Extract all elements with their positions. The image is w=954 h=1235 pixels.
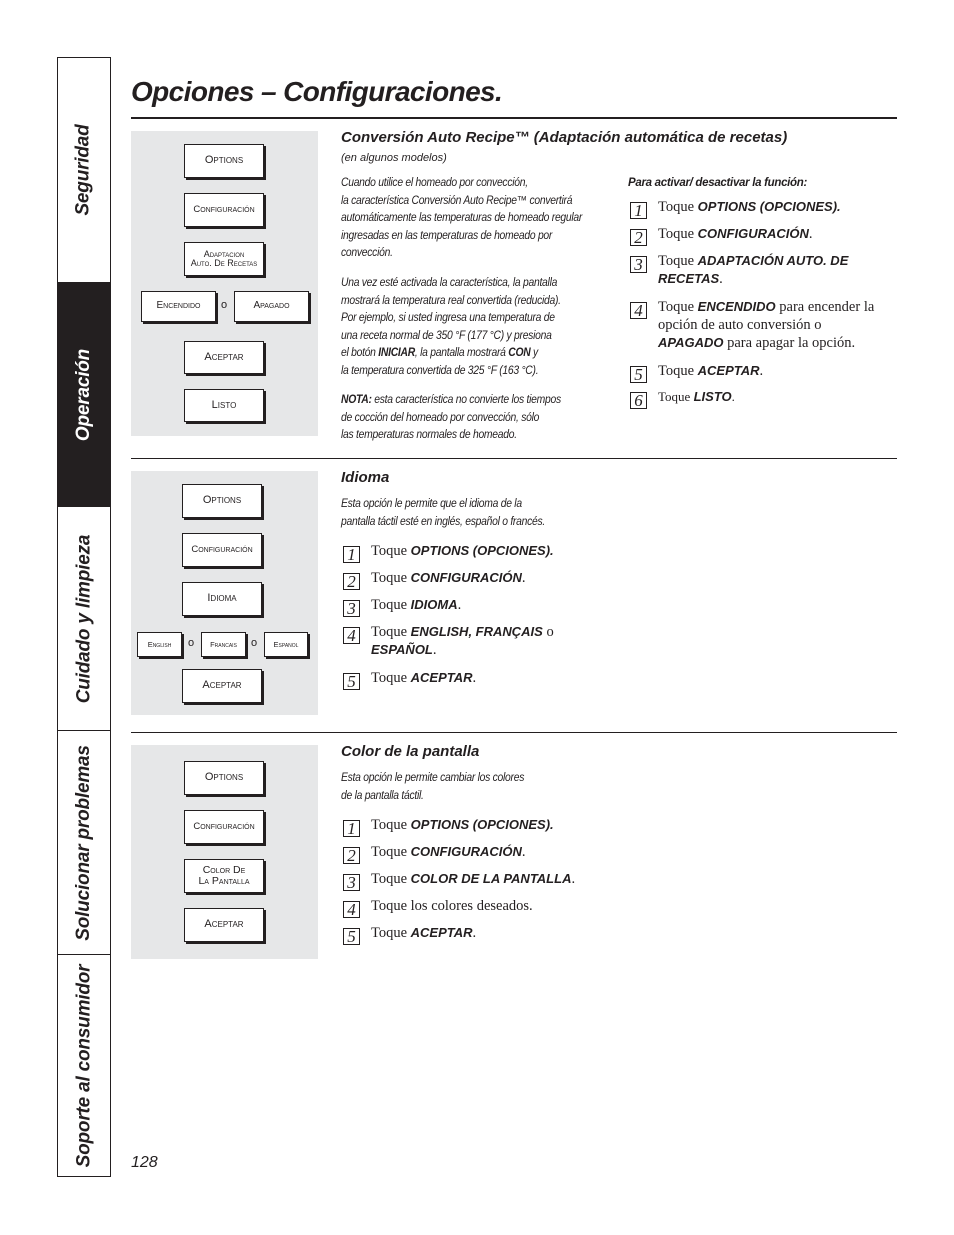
text-run: . bbox=[571, 871, 576, 887]
text-run: . bbox=[521, 844, 526, 860]
step-item bbox=[343, 669, 583, 690]
text-line: ingresadas en las temperaturas de homeado por bbox=[341, 229, 553, 242]
text-run: Toque bbox=[371, 597, 411, 613]
text-run: , la pantalla mostrará bbox=[414, 347, 509, 360]
text-run: . bbox=[521, 570, 526, 586]
keyword: OPTIONS (OPCIONES). bbox=[697, 199, 841, 214]
step-item bbox=[343, 623, 573, 659]
idioma-description bbox=[341, 496, 611, 531]
step-item bbox=[630, 198, 870, 219]
step-item bbox=[343, 596, 583, 617]
options-button[interactable]: Options bbox=[184, 144, 264, 178]
step-text bbox=[371, 596, 461, 614]
text-run: Toque bbox=[658, 199, 698, 215]
step-text bbox=[658, 362, 763, 380]
text-line: automáticamente las temperaturas de homeado regular bbox=[341, 212, 583, 225]
keyword: CONFIGURACIÓN bbox=[410, 844, 522, 859]
text-line: Esta opción le permite cambiar los colores bbox=[341, 772, 525, 784]
color-heading: Color de la pantalla bbox=[341, 743, 480, 760]
or-label: o bbox=[221, 299, 228, 311]
step-item bbox=[630, 388, 870, 409]
keyword: OPTIONS (OPCIONES). bbox=[410, 543, 554, 558]
color-pantalla-button[interactable] bbox=[184, 859, 264, 893]
text-run: y bbox=[530, 347, 538, 360]
step-text bbox=[371, 816, 554, 834]
iniciar-keyword: INICIAR bbox=[378, 347, 415, 360]
step-text bbox=[371, 569, 526, 587]
text-line: Esta opción le permite que el idioma de la bbox=[341, 498, 522, 510]
step-item bbox=[343, 816, 583, 837]
step-item bbox=[343, 897, 583, 918]
step-number: 5 bbox=[343, 673, 360, 690]
text-run: para apagar la opción. bbox=[723, 335, 856, 351]
page-number: 128 bbox=[131, 1154, 158, 1171]
text-line: convección. bbox=[341, 247, 393, 260]
espanol-button[interactable]: Espanol bbox=[264, 632, 308, 657]
step-item bbox=[630, 225, 870, 246]
keyword: LISTO bbox=[693, 389, 732, 404]
section-divider bbox=[131, 732, 897, 733]
step-text bbox=[658, 225, 813, 243]
step-text bbox=[371, 623, 573, 659]
apagado-button[interactable]: Apagado bbox=[234, 291, 309, 322]
step-text bbox=[371, 897, 533, 915]
step-number: 2 bbox=[343, 573, 360, 590]
step-number: 4 bbox=[343, 627, 360, 644]
text-run: Toque bbox=[371, 925, 411, 941]
section-divider bbox=[131, 458, 897, 459]
text-run: Toque bbox=[371, 543, 411, 559]
configuracion-button[interactable]: Configuración bbox=[184, 810, 264, 844]
note-label: NOTA: bbox=[341, 394, 372, 406]
text-line bbox=[341, 345, 589, 363]
text-run: Toque bbox=[371, 871, 411, 887]
tab-solucionar-problemas[interactable] bbox=[58, 730, 110, 954]
keyword: OPTIONS (OPCIONES). bbox=[410, 817, 554, 832]
keyword: COLOR DE LA PANTALLA bbox=[410, 871, 572, 886]
tab-seguridad[interactable] bbox=[58, 58, 110, 282]
step-text bbox=[658, 198, 841, 216]
button-line: Auto. De Recetas bbox=[190, 258, 258, 268]
or-label: o bbox=[188, 637, 195, 649]
step-text bbox=[658, 388, 735, 406]
text-run: . bbox=[457, 597, 462, 613]
adaptacion-auto-recetas-button[interactable] bbox=[184, 242, 264, 276]
step-text bbox=[371, 843, 526, 861]
text-run: Toque bbox=[658, 299, 698, 315]
configuracion-button[interactable]: Configuración bbox=[182, 533, 262, 567]
step-number: 1 bbox=[630, 202, 647, 219]
auto-recipe-heading: Conversión Auto Recipe™ (Adaptación automática de recetas) bbox=[341, 129, 788, 146]
title-rule bbox=[131, 117, 897, 119]
step-number: 2 bbox=[343, 847, 360, 864]
english-button[interactable]: English bbox=[137, 632, 182, 657]
keyword: CONFIGURACIÓN bbox=[697, 226, 809, 241]
idioma-button-panel bbox=[131, 471, 318, 715]
keyword: APAGADO bbox=[658, 335, 724, 350]
step-text bbox=[371, 669, 476, 687]
step-item bbox=[343, 924, 583, 945]
step-item bbox=[343, 569, 583, 590]
keyword: CONFIGURACIÓN bbox=[410, 570, 522, 585]
text-run: Toque bbox=[371, 570, 411, 586]
text-run: para encender la opción de auto conversión o bbox=[658, 299, 875, 333]
auto-recipe-intro bbox=[341, 175, 589, 263]
idioma-heading: Idioma bbox=[341, 469, 390, 486]
text-run: Toque bbox=[371, 670, 411, 686]
tab-label: Soporte al consumidor bbox=[73, 964, 94, 1167]
step-number: 2 bbox=[630, 229, 647, 246]
keyword: ACEPTAR bbox=[697, 363, 760, 378]
keyword: ENGLISH, FRANÇAIS bbox=[410, 624, 543, 639]
configuracion-button[interactable]: Configuración bbox=[184, 193, 264, 227]
keyword: ENCENDIDO bbox=[697, 299, 776, 314]
tab-soporte-al-consumidor[interactable] bbox=[58, 954, 110, 1176]
text-run: . bbox=[759, 363, 764, 379]
text-run: . bbox=[472, 925, 477, 941]
step-item bbox=[630, 362, 870, 383]
text-line: la temperatura convertida de 325 °F (163 °C). bbox=[341, 364, 539, 377]
button-line: Adaptacion bbox=[203, 248, 245, 259]
text-run: Toque bbox=[658, 363, 698, 379]
step-number: 4 bbox=[630, 302, 647, 319]
text-run: . bbox=[472, 670, 477, 686]
aceptar-button[interactable]: Aceptar bbox=[182, 669, 262, 703]
encendido-button[interactable]: Encendido bbox=[141, 291, 216, 322]
button-line: La Pantalla bbox=[198, 875, 250, 887]
auto-recipe-example bbox=[341, 275, 589, 381]
text-run: Toque bbox=[371, 817, 411, 833]
step-number: 5 bbox=[630, 366, 647, 383]
step-text bbox=[371, 870, 575, 888]
text-line bbox=[341, 392, 589, 410]
step-number: 3 bbox=[630, 256, 647, 273]
options-button[interactable]: Options bbox=[184, 761, 264, 795]
text-run: Toque bbox=[658, 389, 694, 404]
step-item bbox=[343, 843, 583, 864]
keyword: ACEPTAR bbox=[410, 670, 473, 685]
page-title: Opciones – Configuraciones. bbox=[131, 76, 503, 107]
text-run: . bbox=[731, 389, 735, 404]
section-sidebar bbox=[57, 57, 111, 1177]
keyword: ESPAÑOL bbox=[371, 642, 433, 657]
text-line: pantalla táctil esté en inglés, español o francés. bbox=[341, 515, 545, 528]
text-line: de la pantalla táctil. bbox=[341, 789, 424, 802]
text-run: Toque bbox=[658, 253, 698, 269]
aceptar-button[interactable]: Aceptar bbox=[184, 341, 264, 374]
auto-recipe-subheading: (en algunos modelos) bbox=[341, 152, 447, 164]
keyword: ACEPTAR bbox=[410, 925, 473, 940]
step-text bbox=[658, 298, 880, 352]
text-run: el botón bbox=[341, 347, 379, 360]
step-number: 5 bbox=[343, 928, 360, 945]
step-item bbox=[630, 252, 860, 288]
step-number: 1 bbox=[343, 820, 360, 837]
text-line: Cuando utilice el homeado por convección, bbox=[341, 177, 528, 189]
text-line: una receta normal de 350 °F (177 °C) y presiona bbox=[341, 329, 552, 342]
tab-operacion[interactable] bbox=[58, 282, 110, 506]
text-run: Toque bbox=[371, 624, 411, 640]
francais-button[interactable]: Francais bbox=[201, 632, 246, 657]
idioma-button[interactable]: Idioma bbox=[182, 582, 262, 616]
listo-button[interactable]: Listo bbox=[184, 389, 264, 422]
button-line: Color De bbox=[202, 863, 246, 876]
step-item bbox=[630, 298, 880, 352]
step-number: 3 bbox=[343, 600, 360, 617]
auto-recipe-button-panel bbox=[131, 131, 318, 436]
tab-label: Cuidado y limpieza bbox=[73, 534, 94, 703]
text-line: de cocción del horneado por convección, sólo bbox=[341, 411, 540, 424]
text-run: . bbox=[432, 642, 437, 658]
text-line: Una vez esté activada la característica, la pantalla bbox=[341, 277, 558, 289]
activate-heading: Para activar/ desactivar la función: bbox=[628, 177, 808, 189]
con-keyword: CON bbox=[508, 347, 531, 360]
tab-label: Operación bbox=[73, 348, 95, 441]
color-button-panel bbox=[131, 745, 318, 959]
tab-label: Seguridad bbox=[73, 124, 95, 216]
step-text bbox=[658, 252, 860, 288]
tab-label: Solucionar problemas bbox=[73, 744, 95, 941]
text-run: . bbox=[808, 226, 813, 242]
text-run: . bbox=[719, 271, 723, 287]
step-number: 6 bbox=[630, 392, 647, 409]
options-button[interactable]: Options bbox=[182, 484, 262, 518]
text-run: Toque los colores deseados. bbox=[371, 898, 533, 914]
text-line: Por ejemplo, si usted ingresa una temperatura de bbox=[341, 312, 555, 325]
text-run: o bbox=[542, 624, 554, 640]
color-description bbox=[341, 770, 589, 805]
auto-recipe-note bbox=[341, 392, 589, 445]
step-number: 1 bbox=[343, 546, 360, 563]
text-run: Toque bbox=[658, 226, 698, 242]
step-item bbox=[343, 542, 583, 563]
or-label: o bbox=[251, 637, 258, 649]
text-run: esta característica no convierte los tiempos bbox=[371, 394, 561, 406]
step-number: 4 bbox=[343, 901, 360, 918]
step-text bbox=[371, 924, 476, 942]
text-line: la característica Conversión Auto Recipe™ convertirá bbox=[341, 194, 573, 207]
keyword: ADAPTACIÓN AUTO. DE RECETAS bbox=[658, 253, 849, 286]
text-line: mostrará la temperatura real convertida (reducida). bbox=[341, 294, 561, 307]
step-item bbox=[343, 870, 583, 891]
step-text bbox=[371, 542, 554, 560]
aceptar-button[interactable]: Aceptar bbox=[184, 908, 264, 942]
text-line: las temperaturas normales de homeado. bbox=[341, 429, 517, 442]
keyword: IDIOMA bbox=[410, 597, 458, 612]
text-run: Toque bbox=[371, 844, 411, 860]
tab-cuidado-y-limpieza[interactable] bbox=[58, 506, 110, 730]
step-number: 3 bbox=[343, 874, 360, 891]
